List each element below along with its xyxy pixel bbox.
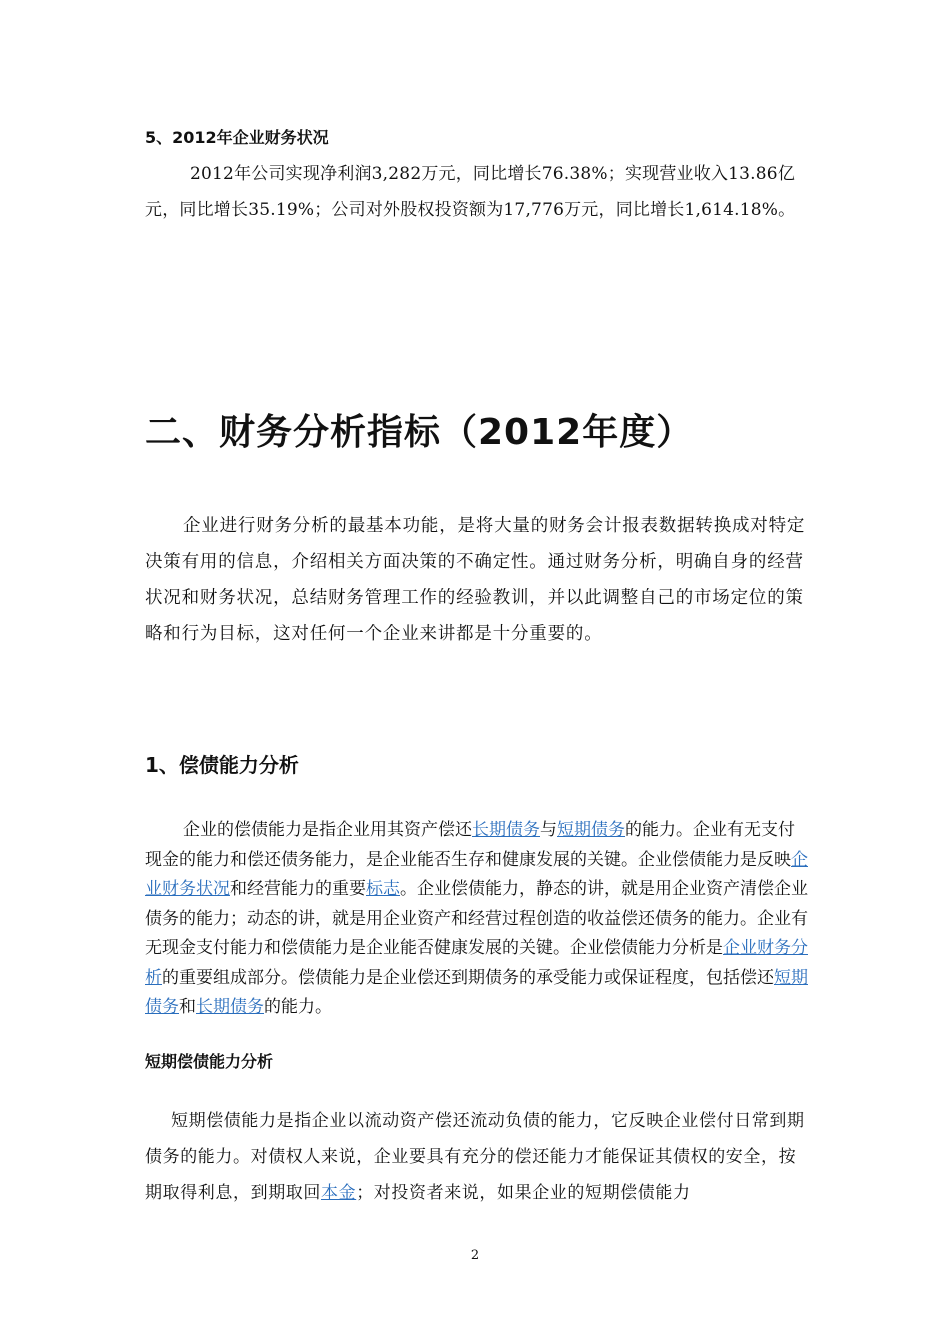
financial-status-paragraph: 2012年公司实现净利润3,282万元，同比增长76.38%；实现营业收入13.86亿元，同比增长35.19%；公司对外股权投资额为17,776万元，同比增长1,614.18%。 (145, 164, 796, 220)
text-run: 的能力。 (264, 997, 332, 1017)
link-principal[interactable]: 本金 (321, 1183, 357, 1203)
link-long-term-debt[interactable]: 长期债务 (472, 820, 540, 840)
link-indicator[interactable]: 标志 (366, 879, 400, 899)
link-long-term-debt-2[interactable]: 长期债务 (196, 997, 264, 1017)
link-short-term-debt[interactable]: 短期债务 (557, 820, 625, 840)
text-run: 和 (179, 997, 196, 1017)
chapter-title: 二、财务分析指标（2012年度） (145, 412, 694, 453)
text-run: ；对投资者来说，如果企业的短期偿债能力 (356, 1183, 691, 1203)
solvency-heading: 1、偿债能力分析 (145, 753, 299, 777)
section-heading-5: 5、2012年企业财务状况 (145, 128, 329, 147)
link-financial-analysis[interactable]: 企业财务分析 (145, 938, 808, 988)
text-run: 的重要组成部分。偿债能力是企业偿还到期债务的承受能力或保证程度，包括偿还 (162, 967, 774, 988)
text-run: 的能力。企业有无支付现金的能力和偿还债务能力，是企业能否生存和健康发展的关键。企业偿债能力是反映 (145, 820, 795, 870)
text-run: 。企业偿债能力，静态的讲，就是用企业资产清偿企业债务的能力；动态的讲，就是用企业资产和经营过程创造的收益偿还债务的能力。企业有无现金支付能力和偿债能力是企业能否健康发展的关键。企业偿债能力分析是 (145, 879, 808, 958)
text-run: 短期偿债能力是指企业以流动资产偿还流动负债的能力，它反映企业偿付日常到期债务的能力。对债权人来说，企业要具有充分的偿还能力才能保证其债权的安全，按期取得利息，到期取回 (145, 1111, 805, 1203)
intro-paragraph: 企业进行财务分析的最基本功能，是将大量的财务会计报表数据转换成对特定决策有用的信息，介绍相关方面决策的不确定性。通过财务分析，明确自身的经营状况和财务状况，总结财务管理工作的经验教训，并以此调整自己的市场定位的策略和行为目标，这对任何一个企业来讲都是十分重要的。 (145, 516, 806, 644)
text-run: 企业的偿债能力是指企业用其资产偿还 (183, 820, 472, 840)
text-run: 与 (540, 820, 557, 840)
text-run: 和经营能力的重要 (230, 879, 366, 899)
solvency-paragraph (145, 816, 810, 1023)
link-financial-status[interactable]: 企业财务状况 (145, 849, 808, 899)
page-number: 2 (470, 1248, 480, 1263)
short-term-solvency-heading: 短期偿债能力分析 (145, 1052, 274, 1071)
short-term-paragraph (145, 1103, 810, 1211)
link-short-term-debt-2[interactable]: 短期债务 (145, 967, 808, 1017)
